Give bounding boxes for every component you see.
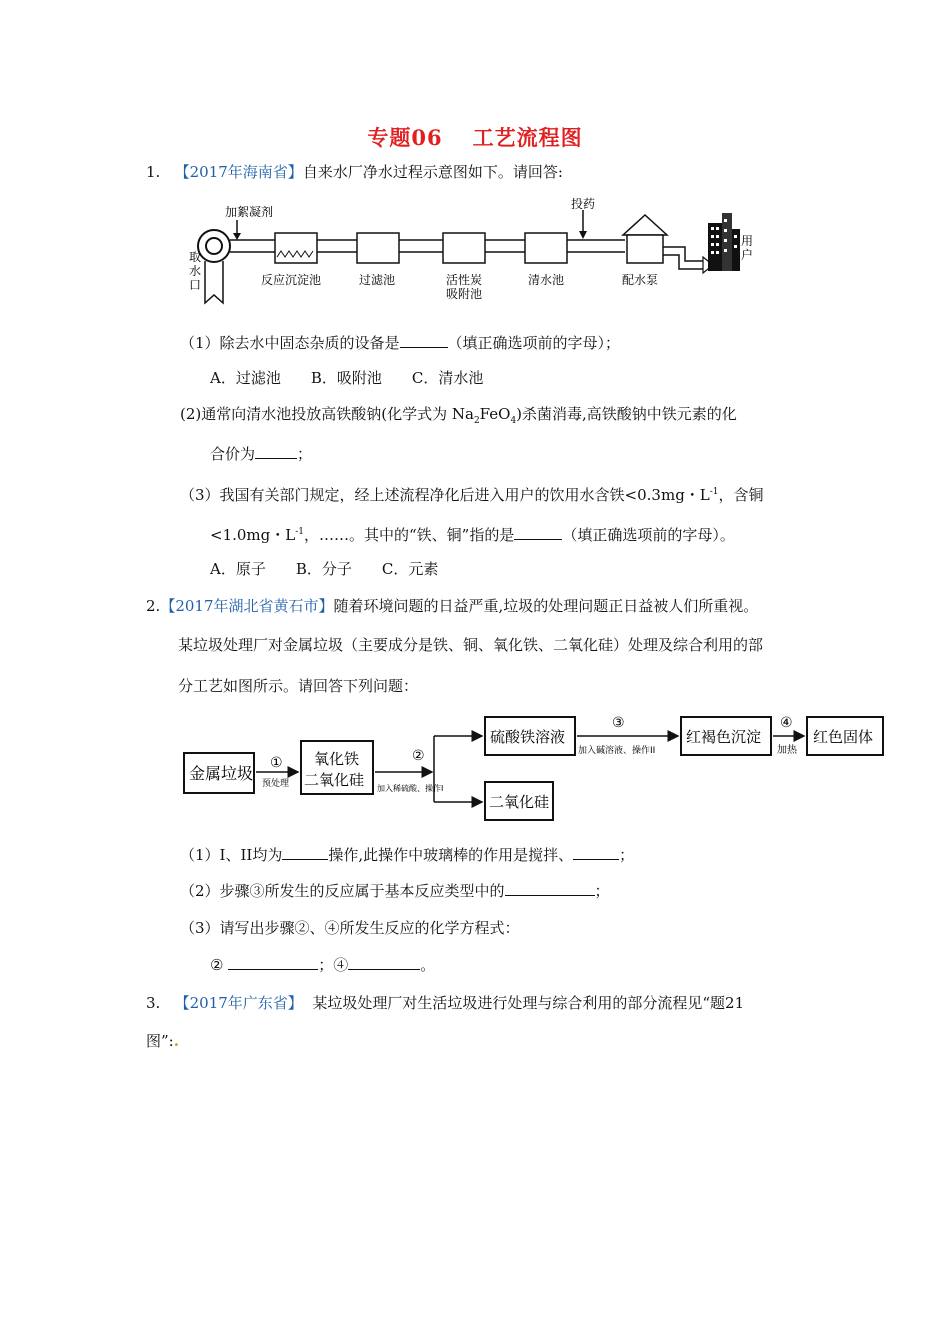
q3-source: 【2017年广东省】	[174, 994, 303, 1012]
q2-part2: （2）步骤③所发生的反应属于基本反应类型中的 ；	[180, 882, 610, 900]
answer-blank[interactable]	[228, 955, 318, 970]
answer-blank[interactable]	[282, 845, 328, 860]
q1-source: 【2017年海南省】	[174, 163, 303, 181]
answer-blank[interactable]	[573, 845, 619, 860]
answer-blank[interactable]	[514, 525, 562, 540]
answer-blank[interactable]	[400, 333, 448, 348]
box-silica-2: 二氧化硅	[489, 793, 550, 811]
step-1-label: 预处理	[262, 779, 290, 789]
q2-stem: 2.【2017年湖北省黄石市】随着环境问题的日益严重,垃圾的处理问题正日益被人们所重视。	[146, 597, 759, 615]
tank-label-sedimentation: 反应沉淀池	[261, 273, 322, 287]
box-silica: 二氧化硅	[304, 771, 365, 789]
q1-part3: （3）我国有关部门规定，经上述流程净化后进入用户的饮用水含铁<0.3mg・$L^{-1}$，含铜	[180, 486, 764, 504]
intake-label-3: 口	[189, 278, 202, 292]
answer-blank[interactable]	[255, 444, 297, 459]
step-3: ③	[612, 715, 625, 731]
q2-part3: （3）请写出步骤②、④所发生反应的化学方程式：	[180, 919, 520, 937]
user-label-1: 用	[741, 234, 754, 248]
q2-stem-2: 某垃圾处理厂对金属垃圾（主要成分是铁、铜、氧化铁、二氧化硅）处理及综合利用的部	[178, 636, 764, 654]
q1-part3-options: A．原子 B．分子 C．元素	[210, 560, 439, 578]
answer-blank[interactable]	[505, 881, 595, 896]
tank-label-filter: 过滤池	[359, 273, 396, 287]
q1-stem: 1. 【2017年海南省】自来水厂净水过程示意图如下。请回答:	[146, 163, 563, 181]
flocculant-label: 加絮凝剂	[225, 205, 274, 219]
tank-label-pump: 配水泵	[622, 273, 659, 287]
q2-stem-3: 分工艺如图所示。请回答下列问题：	[178, 677, 419, 695]
q2-source: 【2017年湖北省黄石市】	[160, 597, 334, 615]
user-label-2: 户	[741, 248, 754, 262]
step-2: ②	[412, 748, 425, 764]
tank-label-clear: 清水池	[528, 273, 565, 287]
dosing-label: 投药	[571, 197, 596, 211]
page-title: 专题06 工艺流程图	[367, 125, 583, 150]
box-iron-sulfate: 硫酸铁溶液	[490, 728, 566, 746]
q3-stem-2: 图”:.	[146, 1032, 179, 1050]
box-metal-waste: 金属垃圾	[189, 764, 254, 783]
q1-part2: (2)通常向清水池投放高铁酸钠(化学式为 $Na_2FeO_4$)杀菌消毒,高铁酸钠中铁元素的化	[180, 405, 737, 426]
q3-stem: 3. 【2017年广东省】 某垃圾处理厂对生活垃圾进行处理与综合利用的部分流程见“题21	[146, 994, 745, 1012]
step-3-label: 加入碱溶液、操作II	[578, 746, 656, 756]
q2-part1: （1）I、II均为 操作,此操作中玻璃棒的作用是搅拌、 ；	[180, 846, 635, 864]
intake-label-2: 水	[189, 264, 202, 278]
intake-label-1: 取	[189, 250, 202, 264]
q1-part1: （1）除去水中固态杂质的设备是 （填正确选项前的字母）；	[180, 334, 621, 352]
q1-part1-options: A．过滤池 B．吸附池 C．清水池	[210, 369, 484, 387]
tank-label-carbon-1: 活性炭	[446, 273, 483, 287]
box-red-solid: 红色固体	[813, 728, 874, 746]
tank-label-carbon-2: 吸附池	[446, 287, 483, 301]
q1-part2-cont: 合价为 ；	[210, 445, 313, 463]
step-4-label: 加热	[777, 745, 797, 756]
box-red-brown-precipitate: 红褐色沉淀	[686, 728, 762, 746]
step-2-label: 加入稀硫酸、操作I	[377, 784, 444, 793]
answer-blank[interactable]	[348, 955, 420, 970]
q1-part3-cont: <1.0mg・$L^{-1}$，……。其中的“铁、铜”指的是 （填正确选项前的字母）。	[210, 526, 735, 544]
step-1: ①	[270, 755, 283, 771]
water-plant-diagram	[185, 195, 765, 315]
box-iron-oxide: 氧化铁	[314, 750, 360, 768]
metal-waste-flowchart	[180, 708, 890, 826]
q2-part3-answers: ② ；④ 。	[210, 956, 436, 974]
step-4: ④	[780, 715, 793, 731]
